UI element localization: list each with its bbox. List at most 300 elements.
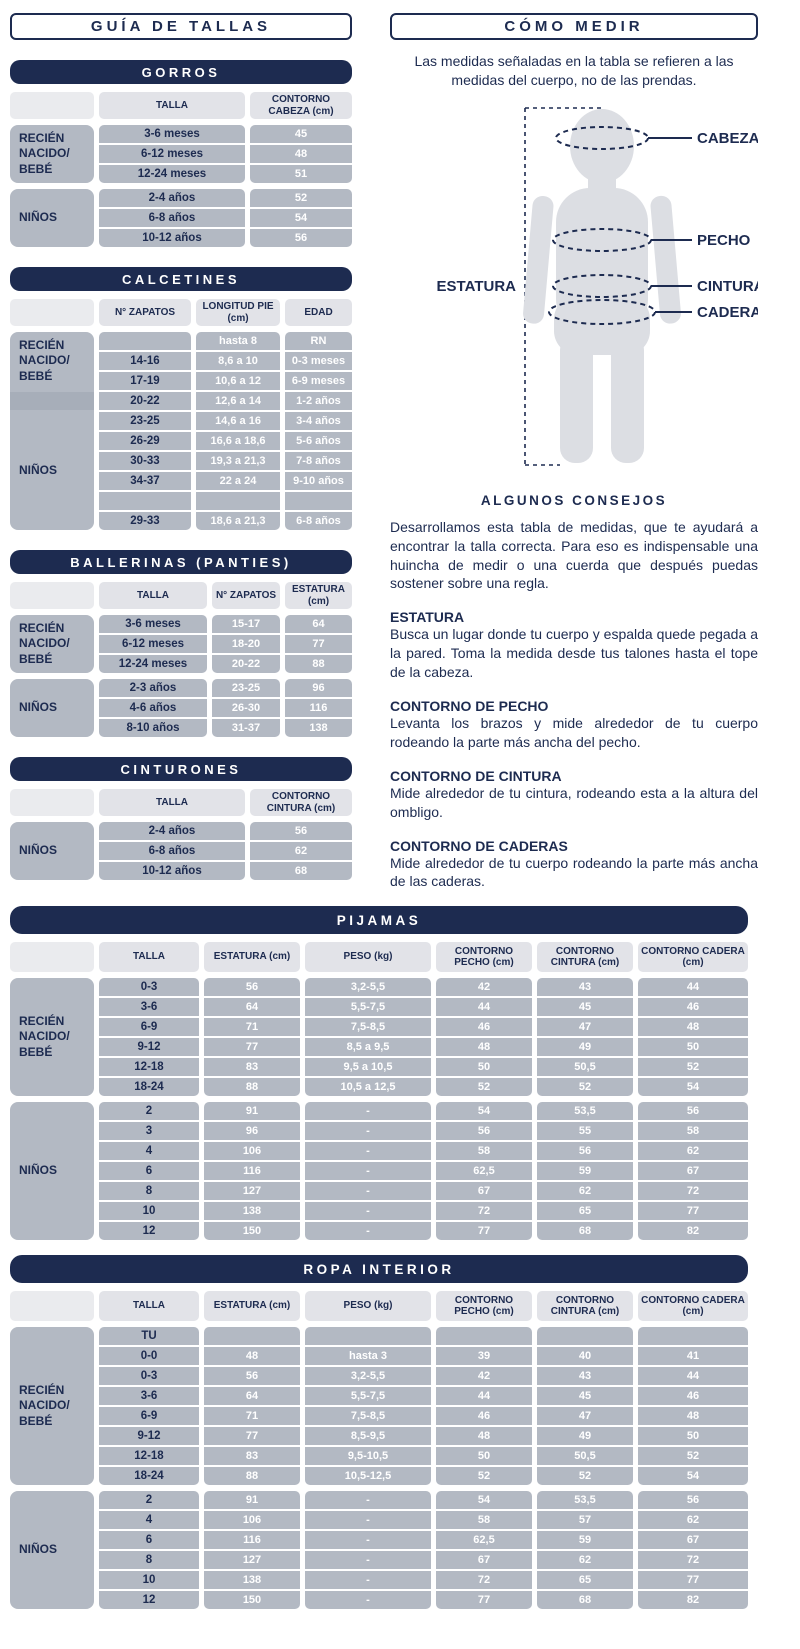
category-label: NIÑOS bbox=[19, 210, 58, 225]
category-cell bbox=[10, 1102, 94, 1240]
table-cell: 50 bbox=[436, 1447, 532, 1465]
column-header: CONTORNO CADERA (cm) bbox=[638, 942, 748, 972]
table-cell: 8 bbox=[99, 1551, 199, 1569]
table-cell: 77 bbox=[285, 635, 352, 653]
column-header: CONTORNO CINTURA (cm) bbox=[537, 942, 633, 972]
column-header: ESTATURA (cm) bbox=[204, 1291, 300, 1321]
table-cell: 68 bbox=[537, 1591, 633, 1609]
category-label: RECIÉN NACIDO/ BEBÉ bbox=[19, 337, 70, 383]
table-cell: 8-10 años bbox=[99, 719, 207, 737]
table-cell: 44 bbox=[436, 1387, 532, 1405]
table-cell: 5-6 años bbox=[285, 432, 352, 450]
table-cell: 65 bbox=[537, 1571, 633, 1589]
table-cell: 3,2-5,5 bbox=[305, 978, 431, 996]
table-cell: 88 bbox=[204, 1467, 300, 1485]
tips-sections bbox=[390, 609, 758, 891]
table-cell: 77 bbox=[204, 1427, 300, 1445]
table-cell: 22 a 24 bbox=[196, 472, 280, 490]
ropa-interior-table-region bbox=[10, 1255, 748, 1609]
table-cell: 0-0 bbox=[99, 1347, 199, 1365]
column-header: N° ZAPATOS bbox=[212, 582, 280, 609]
table-cell: 45 bbox=[250, 125, 352, 143]
table-cell: 18,6 a 21,3 bbox=[196, 512, 280, 530]
table-cell: 56 bbox=[436, 1122, 532, 1140]
table-cell: 18-20 bbox=[212, 635, 280, 653]
table-cell: 23-25 bbox=[212, 679, 280, 697]
table-cinturones bbox=[10, 757, 352, 880]
table-cell: 20-22 bbox=[212, 655, 280, 673]
column-header: CONTORNO CABEZA (cm) bbox=[250, 92, 352, 119]
table-cell: 29-33 bbox=[99, 512, 191, 530]
table-cell: 57 bbox=[537, 1511, 633, 1529]
table-header-row bbox=[10, 582, 352, 609]
table-cell: 5,5-7,5 bbox=[305, 1387, 431, 1405]
table-cell: 62,5 bbox=[436, 1162, 532, 1180]
table-cell: 26-29 bbox=[99, 432, 191, 450]
column-header: TALLA bbox=[99, 582, 207, 609]
column-header: EDAD bbox=[285, 299, 352, 326]
corner-cell bbox=[10, 1291, 94, 1321]
table-cell: 12 bbox=[99, 1222, 199, 1240]
table-cell: 10-12 años bbox=[99, 862, 245, 880]
column-header: CONTORNO CINTURA (cm) bbox=[537, 1291, 633, 1321]
table-cell: - bbox=[305, 1591, 431, 1609]
table-cell: 10 bbox=[99, 1202, 199, 1220]
category-label: NIÑOS bbox=[19, 463, 58, 478]
table-cell: 67 bbox=[638, 1531, 748, 1549]
table-cell: - bbox=[305, 1511, 431, 1529]
table-group bbox=[10, 1491, 748, 1609]
table-cell: 2-4 años bbox=[99, 822, 245, 840]
table-cell: 26-30 bbox=[212, 699, 280, 717]
table-cell: 116 bbox=[285, 699, 352, 717]
table-cell: 56 bbox=[204, 978, 300, 996]
table-cell: 0-3 bbox=[99, 1367, 199, 1385]
table-cell: 48 bbox=[638, 1018, 748, 1036]
table-cell: 3,2-5,5 bbox=[305, 1367, 431, 1385]
table-title-ballerinas: BALLERINAS (PANTIES) bbox=[10, 550, 352, 574]
table-cell: 52 bbox=[436, 1467, 532, 1485]
column-header: CONTORNO PECHO (cm) bbox=[436, 1291, 532, 1321]
table-cell: 30-33 bbox=[99, 452, 191, 470]
table-cell: 68 bbox=[250, 862, 352, 880]
tip-heading: CONTORNO DE CADERAS bbox=[390, 837, 568, 854]
table-cell: hasta 8 bbox=[196, 332, 280, 350]
table-cell: 138 bbox=[204, 1571, 300, 1589]
category-label: NIÑOS bbox=[19, 700, 58, 715]
table-header-row bbox=[10, 299, 352, 326]
table-cell: 96 bbox=[204, 1122, 300, 1140]
category-cell bbox=[10, 189, 94, 247]
table-cell: 44 bbox=[638, 978, 748, 996]
table-title-ropa_interior: ROPA INTERIOR bbox=[10, 1255, 748, 1283]
table-cell: 1-2 años bbox=[285, 392, 352, 410]
category-cell bbox=[10, 1491, 94, 1609]
table-cell: 12-24 meses bbox=[99, 655, 207, 673]
column-header: TALLA bbox=[99, 92, 245, 119]
table-header-row bbox=[10, 942, 748, 972]
table-cell: 54 bbox=[250, 209, 352, 227]
table-cell: RN bbox=[285, 332, 352, 350]
corner-cell bbox=[10, 582, 94, 609]
category-cell bbox=[10, 125, 94, 183]
table-cell: 16,6 a 18,6 bbox=[196, 432, 280, 450]
table-cell: 3 bbox=[99, 1122, 199, 1140]
table-cell: 9-12 bbox=[99, 1427, 199, 1445]
category-divider bbox=[10, 392, 94, 410]
table-cell: 3-6 meses bbox=[99, 125, 245, 143]
table-cell: 127 bbox=[204, 1551, 300, 1569]
table-cell: 18-24 bbox=[99, 1467, 199, 1485]
table-cell: - bbox=[305, 1162, 431, 1180]
table-cell: 40 bbox=[537, 1347, 633, 1365]
table-cell: 4 bbox=[99, 1511, 199, 1529]
table-cell: 3-6 bbox=[99, 998, 199, 1016]
table-cell: - bbox=[305, 1142, 431, 1160]
table-cell bbox=[305, 1327, 431, 1345]
table-cell: 6-8 años bbox=[285, 512, 352, 530]
table-cell: 77 bbox=[204, 1038, 300, 1056]
table-cell: 2-3 años bbox=[99, 679, 207, 697]
table-group bbox=[10, 679, 352, 737]
label-cadera: CADERA bbox=[697, 303, 758, 321]
table-cell: 77 bbox=[638, 1571, 748, 1589]
table-cell: 64 bbox=[285, 615, 352, 633]
tip-heading: ESTATURA bbox=[390, 609, 465, 626]
table-cell: 64 bbox=[204, 1387, 300, 1405]
tip-section bbox=[390, 838, 758, 892]
how-to-measure-title: CÓMO MEDIR bbox=[390, 13, 758, 40]
table-cell: 52 bbox=[537, 1467, 633, 1485]
size-tables-column bbox=[10, 13, 352, 880]
table-cell: 54 bbox=[638, 1467, 748, 1485]
table-cell: 62 bbox=[537, 1551, 633, 1569]
table-cell: 6-9 bbox=[99, 1407, 199, 1425]
table-cell: 47 bbox=[537, 1018, 633, 1036]
table-cell: 91 bbox=[204, 1491, 300, 1509]
table-cell: 0-3 bbox=[99, 978, 199, 996]
table-cell: 62 bbox=[250, 842, 352, 860]
category-cell bbox=[10, 822, 94, 880]
table-cell: 6 bbox=[99, 1531, 199, 1549]
table-cell: 0-3 meses bbox=[285, 352, 352, 370]
table-cell bbox=[204, 1327, 300, 1345]
table-cell: 10 bbox=[99, 1571, 199, 1589]
table-cell: 77 bbox=[436, 1222, 532, 1240]
category-cell bbox=[10, 332, 94, 530]
table-cell bbox=[99, 332, 191, 350]
table-cell: 4-6 años bbox=[99, 699, 207, 717]
label-pecho: PECHO bbox=[697, 231, 751, 249]
table-cell: 82 bbox=[638, 1591, 748, 1609]
corner-cell bbox=[10, 92, 94, 119]
table-cell: 48 bbox=[436, 1038, 532, 1056]
body-measurement-diagram bbox=[390, 100, 758, 477]
page-title: GUÍA DE TALLAS bbox=[10, 13, 352, 40]
table-cell: - bbox=[305, 1491, 431, 1509]
table-cell: 14,6 a 16 bbox=[196, 412, 280, 430]
table-cell: 8,6 a 10 bbox=[196, 352, 280, 370]
table-cell: 3-6 bbox=[99, 1387, 199, 1405]
table-group bbox=[10, 822, 352, 880]
column-header: ESTATURA (cm) bbox=[204, 942, 300, 972]
tips-title: ALGUNOS CONSEJOS bbox=[480, 492, 668, 508]
column-header: LONGITUD PIE (cm) bbox=[196, 299, 280, 326]
table-cell: 77 bbox=[638, 1202, 748, 1220]
table-cell: 53,5 bbox=[537, 1491, 633, 1509]
table-cell: 72 bbox=[638, 1182, 748, 1200]
table-cell: 4 bbox=[99, 1142, 199, 1160]
table-cell: - bbox=[305, 1102, 431, 1120]
table-cell: 59 bbox=[537, 1531, 633, 1549]
table-cell: 48 bbox=[436, 1427, 532, 1445]
table-cell: 9-12 bbox=[99, 1038, 199, 1056]
table-group bbox=[10, 615, 352, 673]
table-cell bbox=[537, 1327, 633, 1345]
table-cell: 138 bbox=[204, 1202, 300, 1220]
table-cell: 23-25 bbox=[99, 412, 191, 430]
table-title-calcetines: CALCETINES bbox=[10, 267, 352, 291]
table-cell: 56 bbox=[250, 229, 352, 247]
table-cell: 7-8 años bbox=[285, 452, 352, 470]
category-label: NIÑOS bbox=[19, 1163, 58, 1178]
table-cell: 44 bbox=[436, 998, 532, 1016]
table-cell: 42 bbox=[436, 1367, 532, 1385]
table-cell bbox=[436, 1327, 532, 1345]
table-cell: 52 bbox=[537, 1078, 633, 1096]
table-cell: 54 bbox=[638, 1078, 748, 1096]
category-label: RECIÉN NACIDO/ BEBÉ bbox=[19, 130, 70, 176]
table-cell: 62 bbox=[638, 1511, 748, 1529]
table-cell: 56 bbox=[250, 822, 352, 840]
table-cell: 50 bbox=[638, 1427, 748, 1445]
table-cell: hasta 3 bbox=[305, 1347, 431, 1365]
table-cell: 127 bbox=[204, 1182, 300, 1200]
measurement-diagram-svg bbox=[390, 100, 758, 472]
table-cell: 7,5-8,5 bbox=[305, 1407, 431, 1425]
category-label: NIÑOS bbox=[19, 1542, 58, 1557]
column-header: CONTORNO CADERA (cm) bbox=[638, 1291, 748, 1321]
table-cell: - bbox=[305, 1182, 431, 1200]
table-cell: 65 bbox=[537, 1202, 633, 1220]
table-ballerinas bbox=[10, 550, 352, 737]
table-cell: 12 bbox=[99, 1591, 199, 1609]
table-cell: 12,6 a 14 bbox=[196, 392, 280, 410]
table-ropa_interior bbox=[10, 1255, 748, 1609]
table-cell: 62,5 bbox=[436, 1531, 532, 1549]
column-header: CONTORNO PECHO (cm) bbox=[436, 942, 532, 972]
table-cell: 68 bbox=[537, 1222, 633, 1240]
table-cell bbox=[99, 492, 191, 510]
table-cell: 6-8 años bbox=[99, 842, 245, 860]
table-cell bbox=[285, 492, 352, 510]
table-cell: 62 bbox=[537, 1182, 633, 1200]
table-cell: - bbox=[305, 1122, 431, 1140]
table-cell: 5,5-7,5 bbox=[305, 998, 431, 1016]
table-cell: 46 bbox=[638, 998, 748, 1016]
table-cell: 116 bbox=[204, 1531, 300, 1549]
table-cell: 2 bbox=[99, 1102, 199, 1120]
table-cell: 2 bbox=[99, 1491, 199, 1509]
category-cell bbox=[10, 1327, 94, 1485]
table-cell: - bbox=[305, 1571, 431, 1589]
corner-cell bbox=[10, 299, 94, 326]
table-cell: 54 bbox=[436, 1102, 532, 1120]
table-cell: 45 bbox=[537, 998, 633, 1016]
table-cell: 46 bbox=[638, 1387, 748, 1405]
table-cell: 3-4 años bbox=[285, 412, 352, 430]
table-cell: 12-18 bbox=[99, 1447, 199, 1465]
table-group bbox=[10, 1102, 748, 1240]
table-gorros bbox=[10, 60, 352, 247]
table-group bbox=[10, 978, 748, 1096]
table-cell: 82 bbox=[638, 1222, 748, 1240]
corner-cell bbox=[10, 789, 94, 816]
table-cell: 72 bbox=[436, 1202, 532, 1220]
table-cell: 53,5 bbox=[537, 1102, 633, 1120]
table-cell: 43 bbox=[537, 978, 633, 996]
table-title-pijamas: PIJAMAS bbox=[10, 906, 748, 934]
table-cell: 50 bbox=[436, 1058, 532, 1076]
table-cell bbox=[196, 492, 280, 510]
table-cell: 56 bbox=[204, 1367, 300, 1385]
tip-body: Levanta los brazos y mide alrededor de tu cuerpo rodeando la parte más ancha del pecho. bbox=[390, 715, 758, 750]
table-header-row bbox=[10, 92, 352, 119]
table-cell: 58 bbox=[638, 1122, 748, 1140]
table-cell: 150 bbox=[204, 1591, 300, 1609]
column-header: ESTATURA (cm) bbox=[285, 582, 352, 609]
table-cell: 7,5-8,5 bbox=[305, 1018, 431, 1036]
table-cell: 9,5 a 10,5 bbox=[305, 1058, 431, 1076]
table-cell: 50 bbox=[638, 1038, 748, 1056]
table-cell: TU bbox=[99, 1327, 199, 1345]
table-cell: 62 bbox=[638, 1142, 748, 1160]
table-cell: 88 bbox=[285, 655, 352, 673]
table-cell: 49 bbox=[537, 1427, 633, 1445]
table-cell: 56 bbox=[638, 1491, 748, 1509]
table-cell: 17-19 bbox=[99, 372, 191, 390]
table-cell: 52 bbox=[638, 1058, 748, 1076]
tip-section bbox=[390, 768, 758, 822]
table-cell bbox=[638, 1327, 748, 1345]
table-cell: 46 bbox=[436, 1018, 532, 1036]
table-cell: 52 bbox=[638, 1447, 748, 1465]
category-label: RECIÉN NACIDO/ BEBÉ bbox=[19, 1382, 70, 1428]
category-label: RECIÉN NACIDO/ BEBÉ bbox=[19, 620, 70, 666]
table-cell: 106 bbox=[204, 1142, 300, 1160]
table-cell: 56 bbox=[537, 1142, 633, 1160]
table-cell: 54 bbox=[436, 1491, 532, 1509]
table-cell: 58 bbox=[436, 1142, 532, 1160]
table-cell: 6-8 años bbox=[99, 209, 245, 227]
table-body bbox=[10, 332, 352, 530]
table-cell: 6 bbox=[99, 1162, 199, 1180]
table-header-row bbox=[10, 789, 352, 816]
category-label: RECIÉN NACIDO/ BEBÉ bbox=[19, 1013, 70, 1059]
table-cell: 72 bbox=[436, 1571, 532, 1589]
label-cabeza: CABEZA bbox=[697, 129, 758, 147]
table-cell: 39 bbox=[436, 1347, 532, 1365]
column-header: TALLA bbox=[99, 1291, 199, 1321]
table-cell: 48 bbox=[250, 145, 352, 163]
table-cell: 9,5-10,5 bbox=[305, 1447, 431, 1465]
table-cell: 20-22 bbox=[99, 392, 191, 410]
table-cell: 10,6 a 12 bbox=[196, 372, 280, 390]
table-cell: 58 bbox=[436, 1511, 532, 1529]
category-cell bbox=[10, 978, 94, 1096]
table-cell: 71 bbox=[204, 1018, 300, 1036]
category-cell bbox=[10, 615, 94, 673]
table-cell: 6-12 meses bbox=[99, 635, 207, 653]
table-cell: 15-17 bbox=[212, 615, 280, 633]
category-label: NIÑOS bbox=[19, 843, 58, 858]
table-cell: 2-4 años bbox=[99, 189, 245, 207]
table-cell: 50,5 bbox=[537, 1058, 633, 1076]
measurement-note: Las medidas señaladas en la tabla se refieren a las medidas del cuerpo, no de las prendas. bbox=[414, 53, 734, 88]
table-pijamas bbox=[10, 906, 748, 1240]
table-cell: 12-24 meses bbox=[99, 165, 245, 183]
table-cell: 10,5 a 12,5 bbox=[305, 1078, 431, 1096]
table-cell: 91 bbox=[204, 1102, 300, 1120]
table-cell: 9-10 años bbox=[285, 472, 352, 490]
tip-heading: CONTORNO DE CINTURA bbox=[390, 767, 562, 784]
table-cell: 106 bbox=[204, 1511, 300, 1529]
table-cell: 6-9 meses bbox=[285, 372, 352, 390]
table-cell: 67 bbox=[638, 1162, 748, 1180]
table-cell: 42 bbox=[436, 978, 532, 996]
table-cell: 48 bbox=[638, 1407, 748, 1425]
tip-heading: CONTORNO DE PECHO bbox=[390, 698, 549, 715]
table-cell: 83 bbox=[204, 1058, 300, 1076]
tip-section bbox=[390, 698, 758, 752]
table-cell: 59 bbox=[537, 1162, 633, 1180]
table-cell: - bbox=[305, 1531, 431, 1549]
table-cell: 46 bbox=[436, 1407, 532, 1425]
left-tables-container bbox=[10, 60, 352, 880]
column-header: CONTORNO CINTURA (cm) bbox=[250, 789, 352, 816]
table-cell: 31-37 bbox=[212, 719, 280, 737]
table-cell: - bbox=[305, 1551, 431, 1569]
table-group bbox=[10, 1327, 748, 1485]
table-cell: 19,3 a 21,3 bbox=[196, 452, 280, 470]
table-cell: 64 bbox=[204, 998, 300, 1016]
column-header: PESO (kg) bbox=[305, 1291, 431, 1321]
table-cell: 41 bbox=[638, 1347, 748, 1365]
table-cell: 96 bbox=[285, 679, 352, 697]
table-cell: - bbox=[305, 1202, 431, 1220]
category-cell bbox=[10, 679, 94, 737]
table-cell: 34-37 bbox=[99, 472, 191, 490]
column-header: N° ZAPATOS bbox=[99, 299, 191, 326]
table-cell: 48 bbox=[204, 1347, 300, 1365]
table-group bbox=[10, 189, 352, 247]
table-cell: 44 bbox=[638, 1367, 748, 1385]
table-cell: 52 bbox=[250, 189, 352, 207]
table-cell: 6-12 meses bbox=[99, 145, 245, 163]
table-cell: 6-9 bbox=[99, 1018, 199, 1036]
table-cell: 150 bbox=[204, 1222, 300, 1240]
tip-body: Busca un lugar donde tu cuerpo y espalda quede pegada a la pared. Toma la medida desde tus talones hasta el tope de la cabeza. bbox=[390, 626, 758, 681]
table-cell: 67 bbox=[436, 1551, 532, 1569]
pijamas-table-region bbox=[10, 906, 748, 1240]
table-cell: 77 bbox=[436, 1591, 532, 1609]
column-header: TALLA bbox=[99, 789, 245, 816]
table-cell: 43 bbox=[537, 1367, 633, 1385]
table-cell: 71 bbox=[204, 1407, 300, 1425]
label-estatura: ESTATURA bbox=[436, 277, 516, 295]
table-cell: 72 bbox=[638, 1551, 748, 1569]
table-cell: 116 bbox=[204, 1162, 300, 1180]
